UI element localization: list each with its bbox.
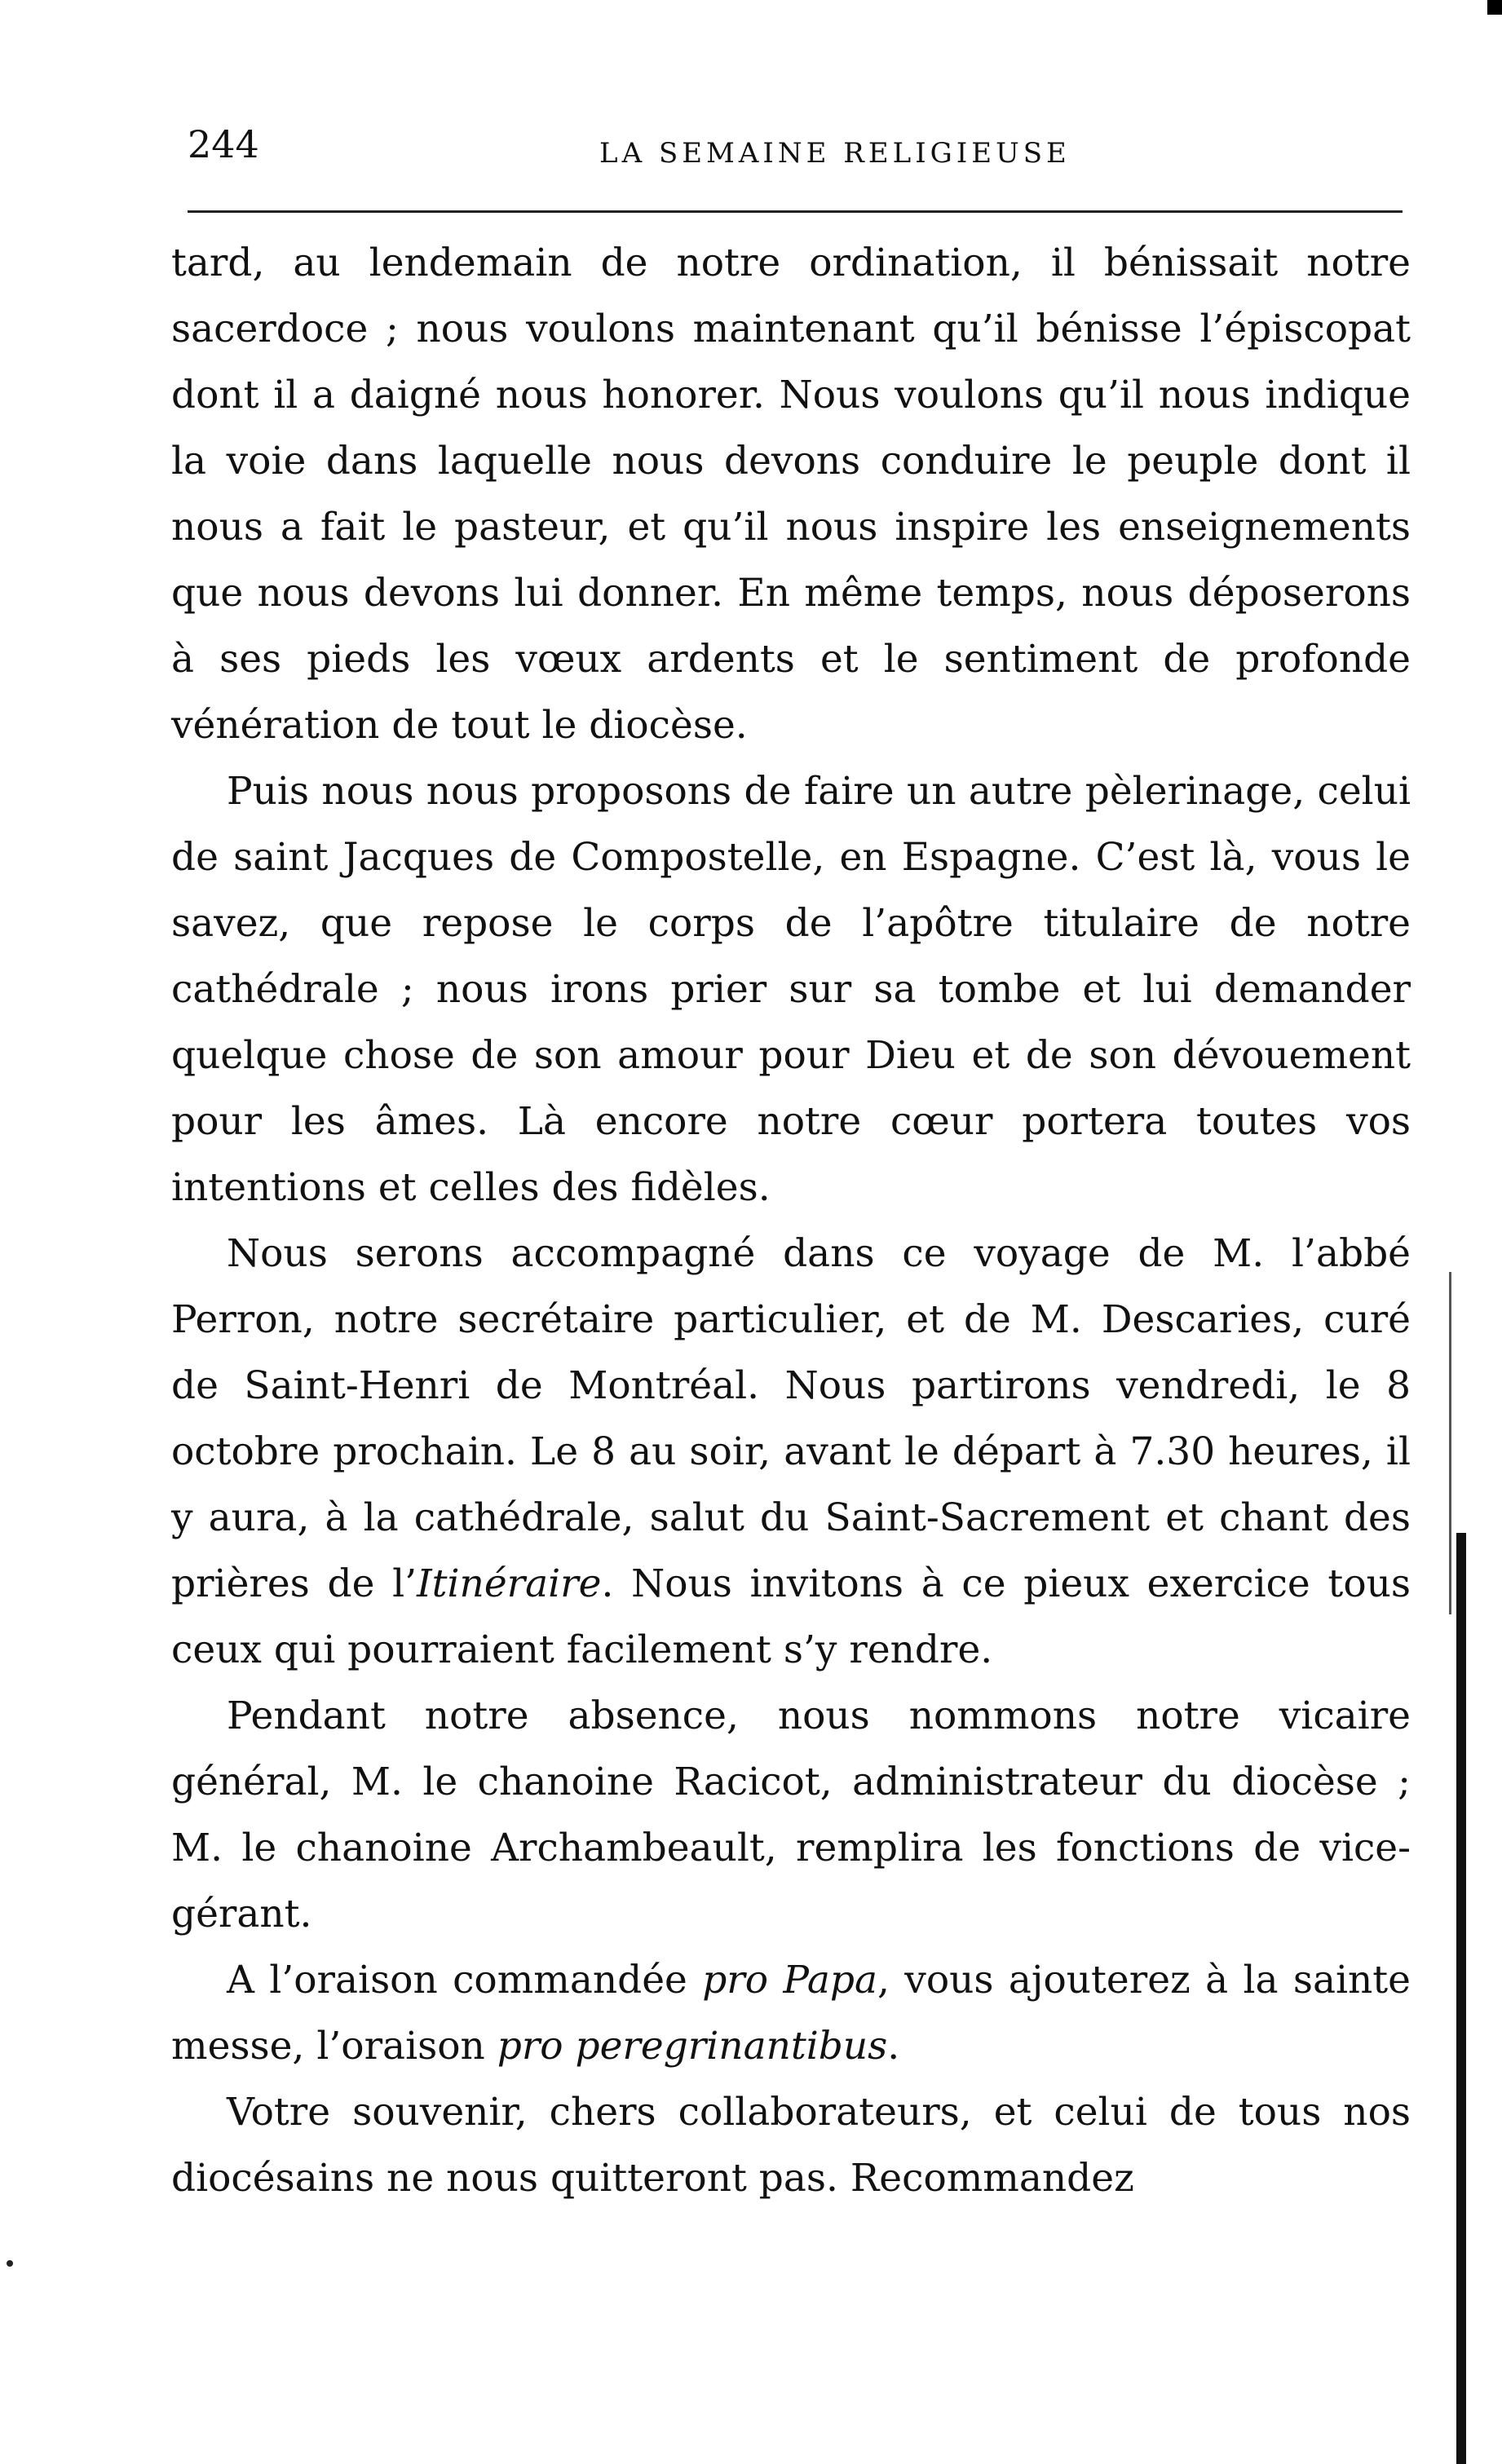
paragraph: [171, 1221, 1411, 1683]
running-title: LA SEMAINE RELIGIEUSE: [599, 137, 1071, 170]
text-run: .: [887, 2024, 900, 2069]
italic-text: pro Papa: [702, 1958, 878, 2003]
page-number: 244: [188, 122, 259, 166]
italic-text: Itinéraire: [417, 1561, 602, 1606]
text-run: Pendant notre absence, nous nommons notre vicaire général, M. le chanoine Racicot, administrateur du diocèse ; M. le chanoine Archambeault, remplira les fonctions de vice-gérant.: [171, 1693, 1411, 1936]
page-header: [188, 122, 1411, 179]
text-run: Votre souvenir, chers collaborateurs, et celui de tous nos diocésains ne nous quitteront pas. Recommandez: [171, 2090, 1411, 2201]
paragraph: [171, 1947, 1411, 2079]
body-text: [171, 230, 1411, 2211]
text-run: . Nous invitons à ce pieux exercice tous ceux qui pourraient facilement s’y rendre.: [171, 1561, 1411, 1672]
text-run: Puis nous nous proposons de faire un autre pèlerinage, celui de saint Jacques de Compostelle, en Espagne. C’est là, vous le savez, que repose le corps de l’apôtre titulaire de notre cathédrale ; nous irons prier sur sa tombe et lui demander quelque chose de son amour pour Dieu et de son dévouement pour les âmes. Là encore notre cœur portera toutes vos intentions et celles des fidèles.: [171, 769, 1411, 1210]
text-run: , vous ajouterez à la sainte messe, l’oraison: [171, 1958, 1411, 2069]
paragraph: [171, 1683, 1411, 1947]
italic-text: pro peregrinantibus: [497, 2024, 888, 2069]
text-run: tard, au lendemain de notre ordination, il bénissait notre sacerdoce ; nous voulons maintenant qu’il bénisse l’épiscopat dont il a daigné nous honorer. Nous voulons qu’il nous indique la voie dans laquelle nous devons conduire le peuple dont il nous a fait le pasteur, et qu’il nous inspire les enseignements que nous devons lui donner. En même temps, nous déposerons à ses pieds les vœux ardents et le sentiment de profonde vénération de tout le diocèse.: [171, 241, 1411, 748]
scan-edge-shadow: [1449, 1272, 1451, 1614]
text-run: Nous serons accompagné dans ce voyage de M. l’abbé Perron, notre secrétaire particulier, et de M. Descaries, curé de Saint-Henri de Montréal. Nous partirons vendredi, le 8 octobre prochain. Le 8 au soir, avant le départ à 7.30 heures, il y aura, à la cathédrale, salut du Saint-Sacrement et chant des prières de l’: [171, 1231, 1411, 1606]
scan-edge-border: [1456, 1533, 1466, 2464]
paragraph: [171, 2079, 1411, 2211]
scan-border-mark: [1487, 0, 1502, 15]
paragraph: [171, 230, 1411, 758]
paragraph: [171, 758, 1411, 1221]
text-run: A l’oraison commandée: [227, 1958, 703, 2003]
header-rule: [188, 210, 1403, 213]
scan-speck: [7, 2260, 13, 2267]
